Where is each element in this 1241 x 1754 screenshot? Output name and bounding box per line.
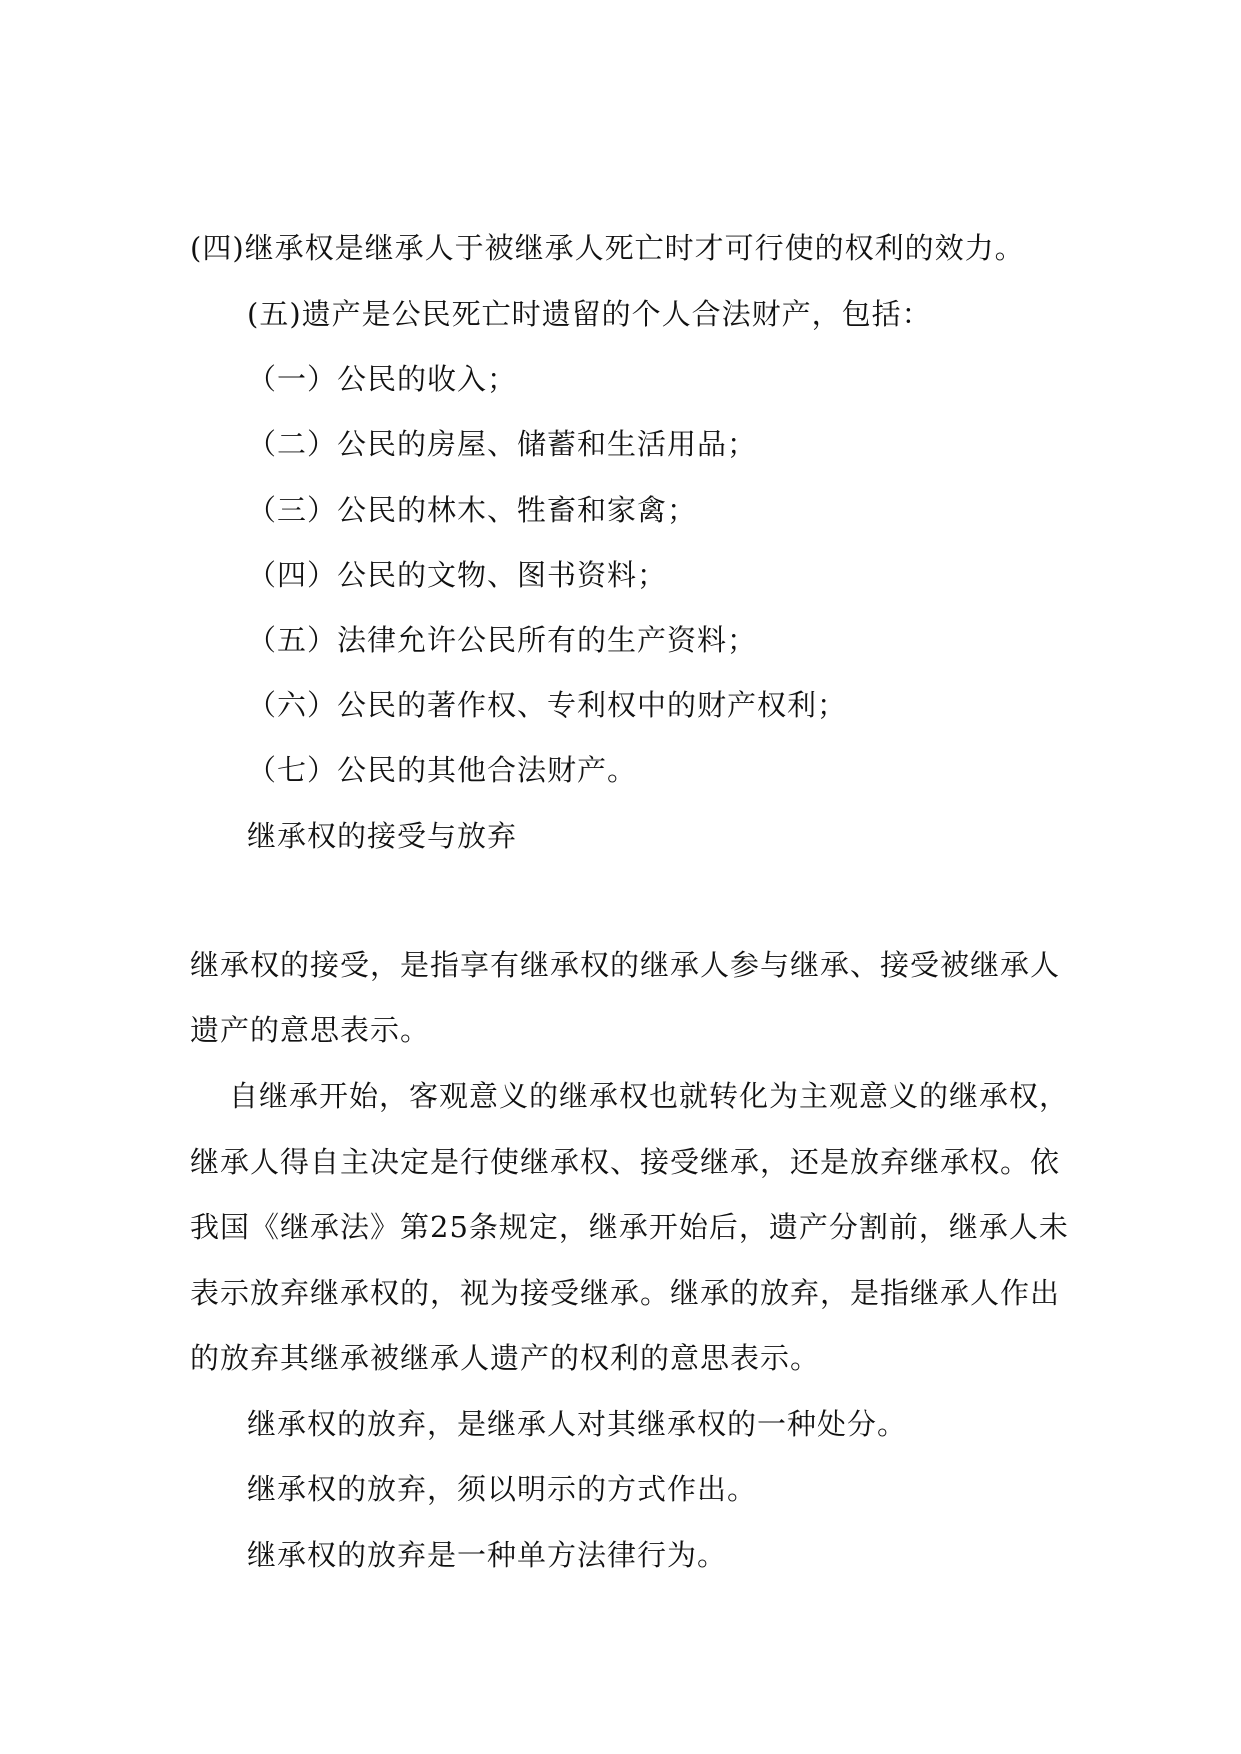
estate-list-item: （五）法律允许公民所有的生产资料； xyxy=(247,623,758,657)
section-heading: 继承权的接受与放弃 xyxy=(247,819,518,853)
main-paragraph-line: 继承人得自主决定是行使继承权、接受继承，还是放弃继承权。依 xyxy=(190,1145,1061,1179)
acceptance-line: 遗产的意思表示。 xyxy=(190,1013,431,1047)
main-paragraph-line: 自继承开始，客观意义的继承权也就转化为主观意义的继承权， xyxy=(229,1079,1070,1113)
estate-list-item: （三）公民的林木、牲畜和家禽； xyxy=(247,493,698,527)
main-paragraph-line: 我国《继承法》第25条规定，继承开始后，遗产分割前，继承人未 xyxy=(190,1210,1069,1244)
estate-list-item: （一）公民的收入； xyxy=(247,362,518,396)
main-paragraph-line: 表示放弃继承权的，视为接受继承。继承的放弃，是指继承人作出 xyxy=(190,1276,1061,1310)
estate-list-item: （七）公民的其他合法财产。 xyxy=(247,753,638,787)
estate-list-item: （二）公民的房屋、储蓄和生活用品； xyxy=(247,427,758,461)
main-paragraph-line: 的放弃其继承被继承人遗产的权利的意思表示。 xyxy=(190,1341,821,1375)
renunciation-point: 继承权的放弃，是继承人对其继承权的一种处分。 xyxy=(247,1407,908,1441)
renunciation-point: 继承权的放弃，须以明示的方式作出。 xyxy=(247,1472,758,1506)
acceptance-line: 继承权的接受，是指享有继承权的继承人参与继承、接受被继承人 xyxy=(190,948,1061,982)
paragraph-inheritance-effect: (四)继承权是继承人于被继承人死亡时才可行使的权利的效力。 xyxy=(190,231,1025,265)
renunciation-point: 继承权的放弃是一种单方法律行为。 xyxy=(247,1538,728,1572)
estate-list-item: （四）公民的文物、图书资料； xyxy=(247,558,668,592)
paragraph-estate-definition: (五)遗产是公民死亡时遗留的个人合法财产，包括： xyxy=(247,297,932,331)
estate-list-item: （六）公民的著作权、专利权中的财产权利； xyxy=(247,688,848,722)
